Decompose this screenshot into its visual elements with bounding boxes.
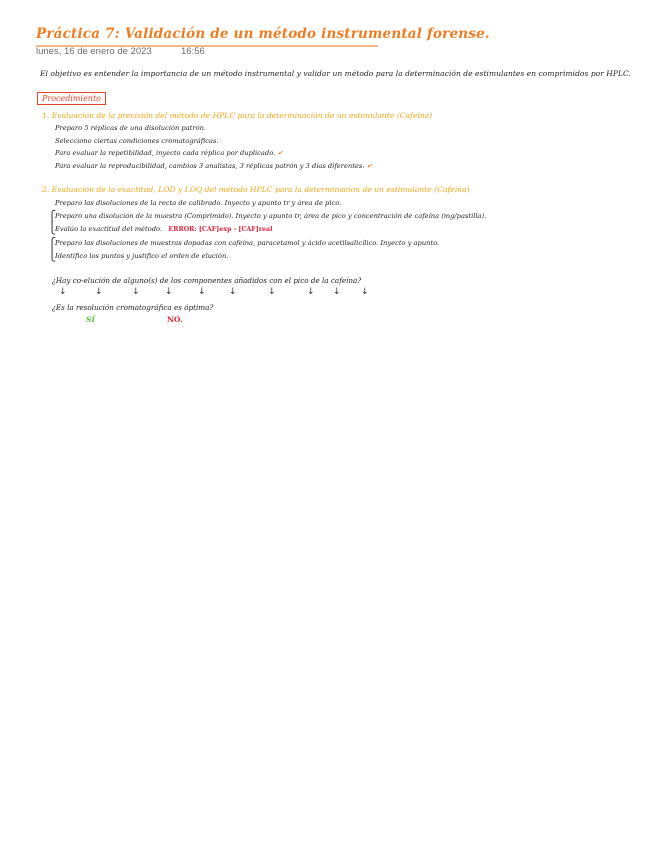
section2-step-4: Preparo las disoluciones de muestras dopadas con cafeína, paracetamol y ácido acetilsalicílico. Inyecto y apunto.: [55, 239, 440, 247]
note-title: Práctica 7: Validación de un método instrumental forense.: [36, 26, 490, 42]
brace-icon: ⎧: [48, 210, 57, 223]
down-arrow-icon: ↓: [361, 287, 369, 297]
down-arrow-icon: ↓: [333, 287, 341, 297]
section1-step-2: Selecciono ciertas condiciones cromatográficas.: [55, 137, 219, 145]
objective-text: El objetivo es entender la importancia de un método instrumental y validar un método para la determinación de estimulantes en comprimidos por HPLC.: [40, 69, 631, 78]
down-arrow-icon: ↓: [307, 287, 315, 297]
note-time: 16:56: [181, 46, 205, 57]
section1-step-4-text: Para evaluar la reproducibilidad, cambios 3 analistas, 3 réplicas patrón y 3 días diferentes.: [55, 162, 365, 170]
section2-step-3: [55, 225, 273, 233]
answer-yes: SÍ: [86, 315, 95, 324]
section1-step-1: Preparo 5 réplicas de una disolución patrón.: [55, 124, 207, 132]
checkmark-icon: ✔: [277, 149, 283, 157]
section2-step-5: Identifico los puntos y justifico el orden de elución.: [55, 252, 229, 260]
down-arrow-icon: ↓: [268, 287, 276, 297]
section1-step-3-text: Para evaluar la repetibilidad, inyecto cada réplica por duplicado.: [55, 149, 276, 157]
section1-step-4: [55, 162, 372, 170]
checkmark-icon: ✔: [366, 162, 373, 170]
down-arrow-icon: ↓: [198, 287, 206, 297]
procedure-label: Procedimiento: [37, 92, 106, 105]
section2-step-3-text: Evalúo la exactitud del método.: [55, 225, 163, 233]
question-coelution: ¿Hay co-elución de alguno(s) de los componentes añadidos con el pico de la cafeína?: [52, 276, 362, 285]
section2-step-2: Preparo una disolución de la muestra (Comprimido). Inyecto y apunto tr, área de pico y concentración de cafeína (mg/pastilla).: [55, 212, 487, 220]
section2-heading: 2. Evaluación de la exactitud, LOD y LOQ del método HPLC para la determinación de un estimulante (Cafeína): [42, 185, 470, 194]
section1-heading: 1. Evaluación de la precisión del método de HPLC para la determinación de un estimulante (Cafeína): [42, 111, 433, 120]
section1-step-3: [55, 149, 283, 157]
brace-icon: ⎧: [48, 237, 57, 250]
brace-icon: ⎩: [48, 249, 57, 262]
section2-step-1: Preparo las disoluciones de la recta de calibrado. Inyecto y apunto tr y área de pico.: [55, 199, 342, 207]
error-formula: ERROR: [CAF]exp - [CAF]real: [168, 226, 273, 233]
down-arrow-icon: ↓: [95, 287, 103, 297]
down-arrow-icon: ↓: [165, 287, 173, 297]
question-resolution: ¿Es la resolución cromatográfica es óptima?: [52, 303, 214, 312]
down-arrow-icon: ↓: [229, 287, 237, 297]
down-arrow-icon: ↓: [59, 287, 67, 297]
note-date: lunes, 16 de enero de 2023: [36, 46, 152, 57]
answer-no: NO.: [167, 315, 183, 324]
down-arrow-icon: ↓: [132, 287, 140, 297]
brace-icon: ⎩: [48, 222, 57, 235]
